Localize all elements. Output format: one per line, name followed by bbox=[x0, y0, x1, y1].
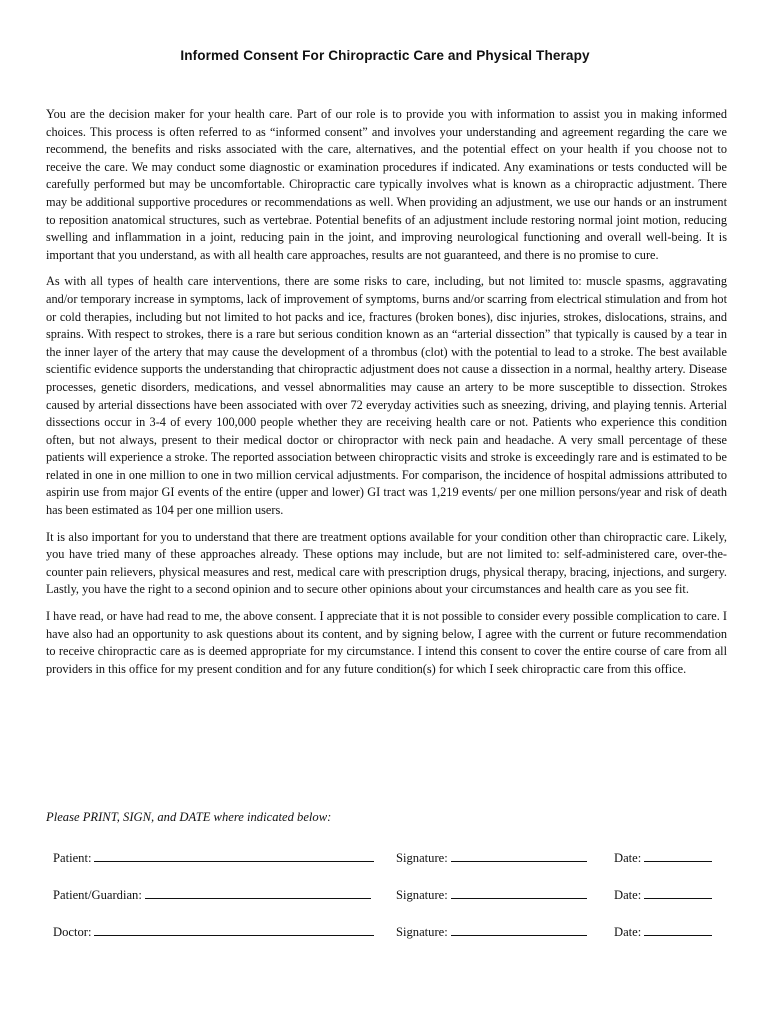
paragraph-decision-maker: You are the decision maker for your health care. Part of our role is to provide you with information to assist you in making informed choices. This process is often referred to as “informed consent” and involves your understanding and agreement regarding the care we recommend, the benefits and risks associated with the care, alternatives, and the potential effect on your health if you choose not to receive the care. We may conduct some diagnostic or examination procedures if indicated. Any examinations or tests conducted will be carefully performed but may be uncomfortable. Chiropractic care typically involves what is known as a chiropractic adjustment. There may be additional supportive procedures or recommendations as well. When providing an adjustment, we use our hands or an instrument to reposition anatomical structures, such as vertebrae. Potential benefits of an adjustment include restoring normal joint motion, reducing swelling and inflammation in a joint, reducing pain in the joint, and improving neurological functioning and overall well-being. It is important that you understand, as with all health care approaches, results are not guaranteed, and there is no promise to cure. bbox=[46, 107, 727, 262]
doctor-date-label: Date: bbox=[614, 925, 642, 939]
patient-signature-line[interactable] bbox=[451, 848, 587, 862]
patient-signature-label: Signature: bbox=[396, 851, 448, 865]
paragraph-acknowledgement: I have read, or have had read to me, the above consent. I appreciate that it is not possible to consider every possible complication to care. I have also had an opportunity to ask questions about its content, and by signing below, I agree with the current or future recommendation to receive chiropractic care as is deemed appropriate for my circumstance. I intend this consent to cover the entire course of care from all providers in this office for my present condition and for any future condition(s) for which I seek chiropractic care from this office. bbox=[46, 609, 727, 676]
guardian-date-line[interactable] bbox=[644, 885, 712, 899]
signing-instructions: Please PRINT, SIGN, and DATE where indicated below: bbox=[46, 810, 332, 824]
signature-row-guardian bbox=[53, 885, 733, 903]
patient-name-field bbox=[53, 848, 374, 866]
guardian-label: Patient/Guardian: bbox=[53, 888, 142, 902]
patient-date-label: Date: bbox=[614, 851, 642, 865]
document-title: Informed Consent For Chiropractic Care and Physical Therapy bbox=[180, 48, 590, 63]
doctor-name-field bbox=[53, 922, 374, 940]
doctor-date-line[interactable] bbox=[644, 922, 712, 936]
doctor-name-line[interactable] bbox=[94, 922, 374, 936]
signature-row-patient bbox=[53, 848, 733, 866]
guardian-signature-label: Signature: bbox=[396, 888, 448, 902]
guardian-date-label: Date: bbox=[614, 888, 642, 902]
guardian-signature-line[interactable] bbox=[451, 885, 587, 899]
signature-row-doctor bbox=[53, 922, 733, 940]
patient-date-field bbox=[614, 848, 712, 866]
guardian-date-field bbox=[614, 885, 712, 903]
guardian-signature-field bbox=[396, 885, 587, 903]
paragraph-risks: As with all types of health care interventions, there are some risks to care, including, but not limited to: muscle spasms, aggravating and/or temporary increase in symptoms, lack of improvement of symptoms, burns and/or scarring from electrical stimulation and from hot or cold therapies, including but not limited to hot packs and ice, fractures (broken bones), disc injuries, strokes, dislocations, strains, and sprains. With respect to strokes, there is a rare but serious condition known as an “arterial dissection” that typically is caused by a tear in the inner layer of the artery that may cause the development of a thrombus (clot) with the potential to lead to a stroke. The best available scientific evidence supports the understanding that chiropractic adjustment does not cause a dissection in a normal, healthy artery. Disease processes, genetic disorders, medications, and vessel abnormalities may cause an artery to be more susceptible to dissection. Strokes caused by arterial dissections have been associated with over 72 everyday activities such as sneezing, driving, and playing tennis. Arterial dissections occur in 3-4 of every 100,000 people whether they are receiving health care or not. Patients who experience this condition often, but not always, present to their medical doctor or chiropractor with neck pain and headache. A very small percentage of these patients will experience a stroke. The reported association between chiropractic visits and stroke is exceedingly rare and is estimated to be related in one in one million to one in two million cervical adjustments. For comparison, the incidence of hospital admissions attributed to aspirin use from major GI events of the entire (upper and lower) GI tract was 1,219 events/ per one million persons/year and risk of death has been estimated as 104 per one million users. bbox=[46, 274, 727, 518]
guardian-name-field bbox=[53, 885, 371, 903]
doctor-signature-label: Signature: bbox=[396, 925, 448, 939]
guardian-name-line[interactable] bbox=[145, 885, 371, 899]
doctor-signature-line[interactable] bbox=[451, 922, 587, 936]
doctor-label: Doctor: bbox=[53, 925, 92, 939]
patient-date-line[interactable] bbox=[644, 848, 712, 862]
patient-label: Patient: bbox=[53, 851, 92, 865]
doctor-signature-field bbox=[396, 922, 587, 940]
paragraph-alternatives: It is also important for you to understand that there are treatment options available for your condition other than chiropractic care. Likely, you have tried many of these approaches already. These options may include, but are not limited to: self-administered care, over-the-counter pain relievers, physical measures and rest, medical care with prescription drugs, physical therapy, bracing, injections, and surgery. Lastly, you have the right to a second opinion and to secure other opinions about your circumstances and health care as you see fit. bbox=[46, 529, 727, 597]
consent-body bbox=[46, 106, 727, 687]
patient-name-line[interactable] bbox=[94, 848, 374, 862]
patient-signature-field bbox=[396, 848, 587, 866]
doctor-date-field bbox=[614, 922, 712, 940]
